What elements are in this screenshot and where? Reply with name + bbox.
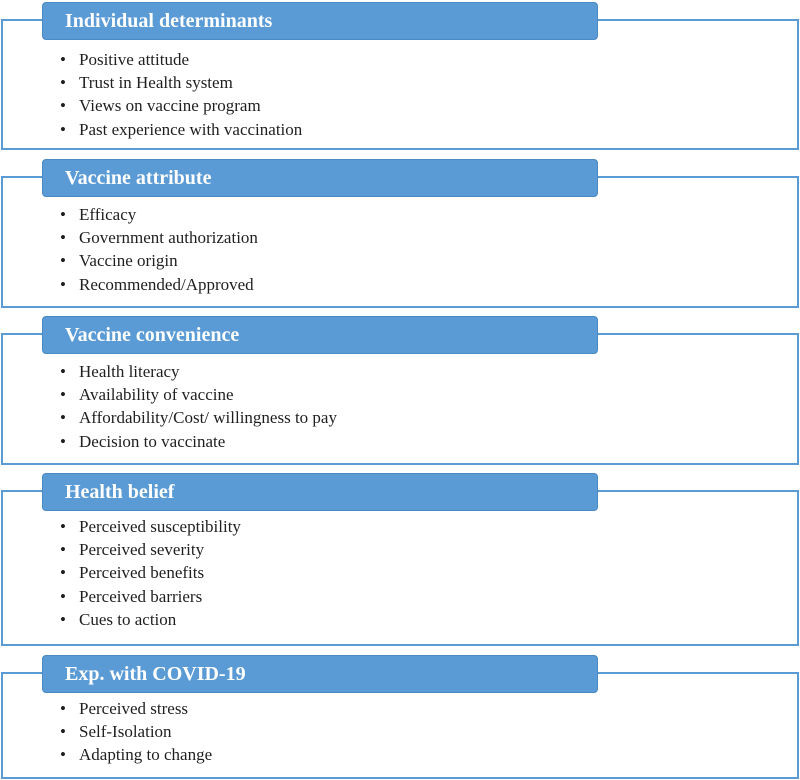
list-item: • Vaccine origin [60, 249, 258, 272]
item-list [60, 48, 302, 141]
list-item: • Recommended/Approved [60, 273, 258, 296]
item-list [60, 360, 337, 453]
list-item: • Adapting to change [60, 743, 212, 766]
list-item: • Perceived severity [60, 538, 241, 561]
list-item: • Perceived stress [60, 697, 212, 720]
list-item: • Availability of vaccine [60, 383, 337, 406]
list-item: • Cues to action [60, 608, 241, 631]
list-item: • Efficacy [60, 203, 258, 226]
list-item: • Perceived susceptibility [60, 515, 241, 538]
list-item: • Health literacy [60, 360, 337, 383]
section-header: Individual determinants [42, 2, 598, 40]
section-exp-with-covid-19 [0, 655, 800, 779]
section-health-belief [0, 473, 800, 646]
section-header: Exp. with COVID-19 [42, 655, 598, 693]
list-item: • Views on vaccine program [60, 94, 302, 117]
section-header: Vaccine attribute [42, 159, 598, 197]
list-item: • Self-Isolation [60, 720, 212, 743]
section-header: Health belief [42, 473, 598, 511]
list-item: • Perceived benefits [60, 561, 241, 584]
section-header: Vaccine convenience [42, 316, 598, 354]
item-list [60, 203, 258, 296]
list-item: • Perceived barriers [60, 585, 241, 608]
section-individual-determinants [0, 2, 800, 150]
list-item: • Decision to vaccinate [60, 430, 337, 453]
item-list [60, 697, 212, 767]
list-item: • Positive attitude [60, 48, 302, 71]
section-vaccine-convenience [0, 316, 800, 465]
list-item: • Government authorization [60, 226, 258, 249]
list-item: • Affordability/Cost/ willingness to pay [60, 406, 337, 429]
item-list [60, 515, 241, 631]
list-item: • Trust in Health system [60, 71, 302, 94]
list-item: • Past experience with vaccination [60, 118, 302, 141]
section-vaccine-attribute [0, 159, 800, 308]
